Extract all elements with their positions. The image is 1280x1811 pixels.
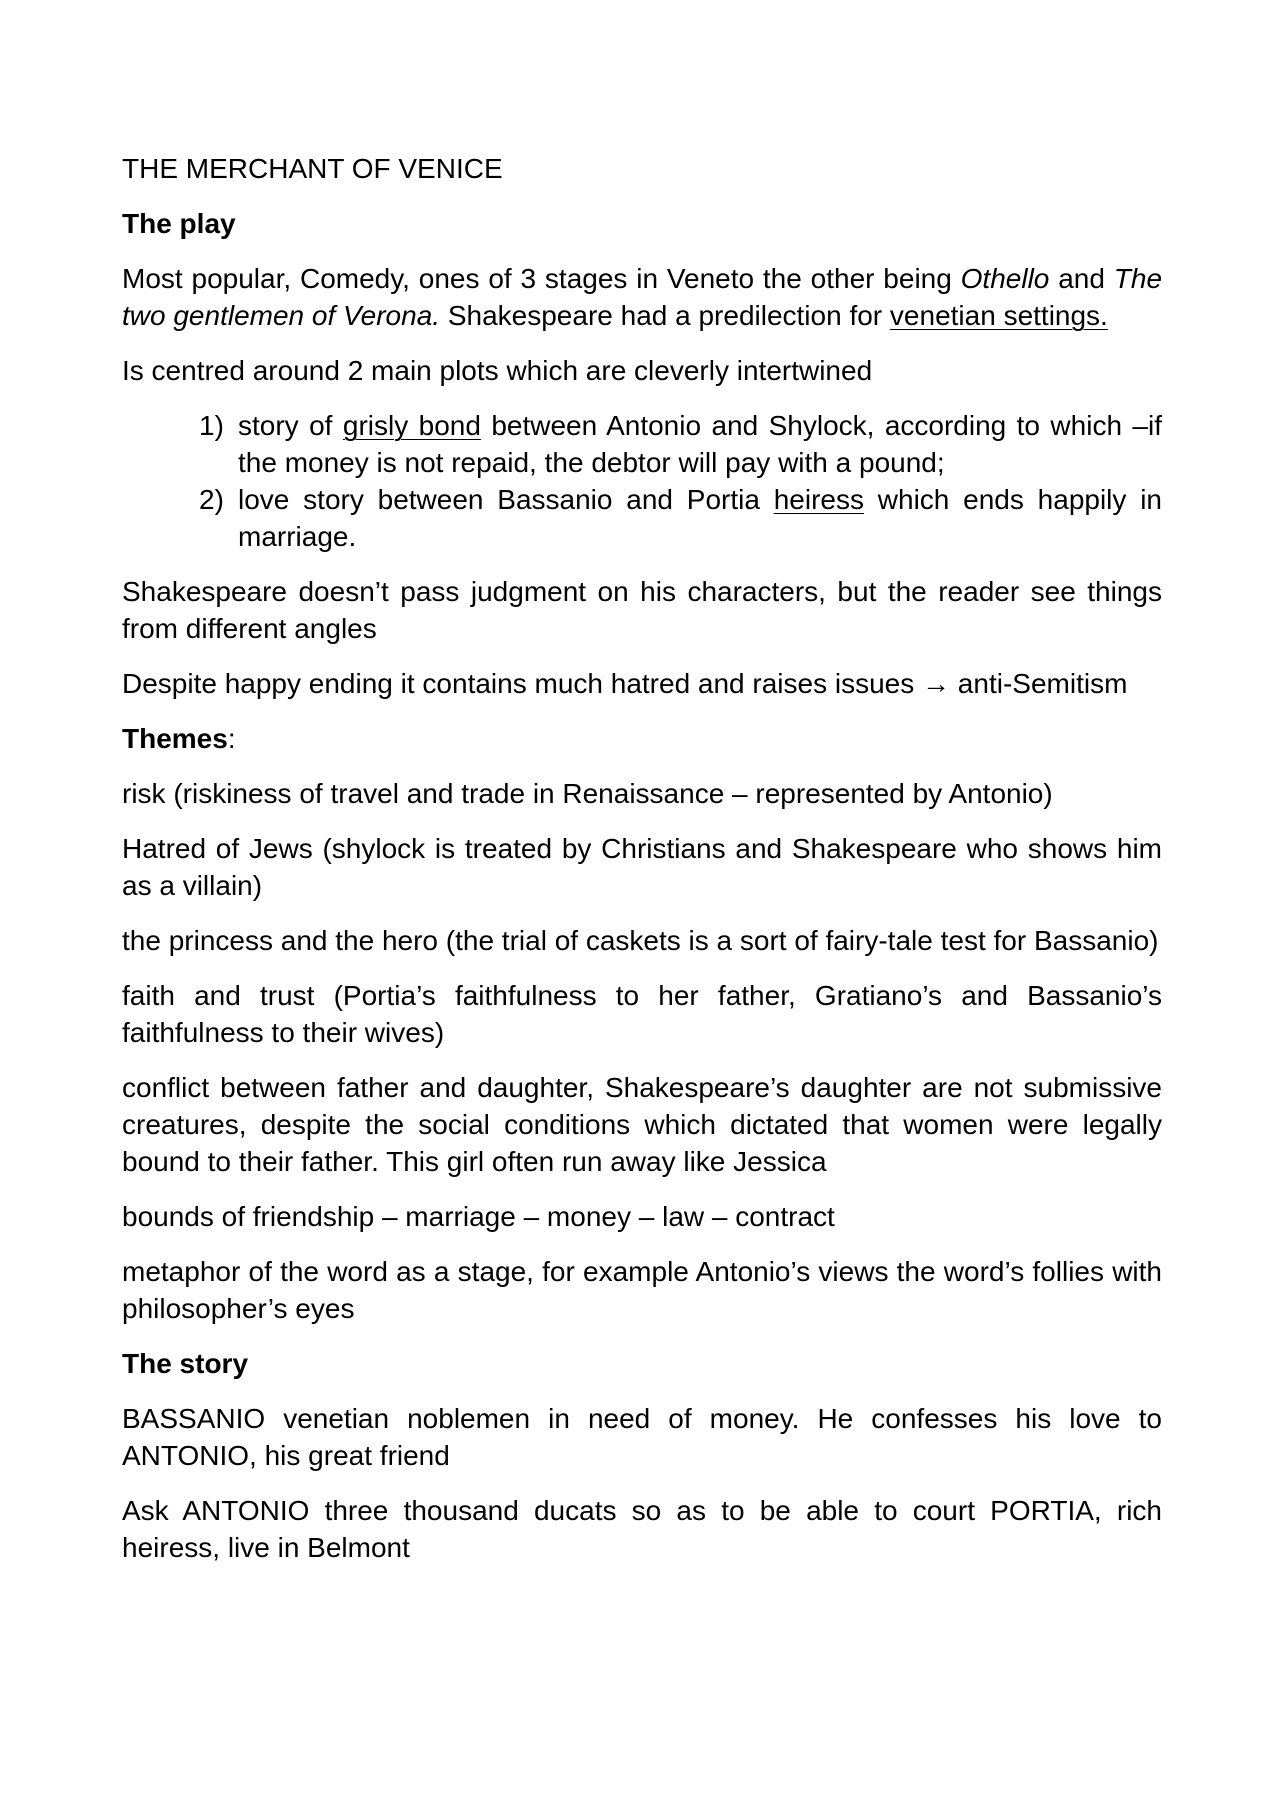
underlined-grisly-bond: grisly bond [342, 410, 481, 441]
plot-text-before: love story between Bassanio and Portia [238, 484, 774, 515]
theme-paragraph: the princess and the hero (the trial of caskets is a sort of fairy-tale test for Bassanio) [122, 925, 1159, 956]
theme-paragraph: risk (riskiness of travel and trade in Renaissance – represented by Antonio) [122, 778, 1053, 809]
theme-paragraph: Hatred of Jews (shylock is treated by Christians and Shakespeare who shows him as a villain) [122, 833, 1162, 901]
story-paragraph: Ask ANTONIO three thousand ducats so as to be able to court PORTIA, rich heiress, live in Belmont [122, 1495, 1162, 1563]
section-heading-play: The play [122, 208, 236, 239]
plot-text-after: which ends happily in marriage. [238, 484, 1162, 552]
judgment-paragraph: Shakespeare doesn’t pass judgment on his characters, but the reader see things from different angles [122, 576, 1162, 644]
title-othello: Othello [960, 263, 1050, 294]
plots-intro: Is centred around 2 main plots which are cleverly intertwined [122, 355, 873, 386]
intro-text-1: Most popular, Comedy, ones of 3 stages in Veneto the other being [122, 263, 961, 294]
list-number: 1) [199, 410, 224, 441]
hatred-paragraph [122, 665, 1162, 702]
plot-text-before: story of [238, 410, 343, 441]
theme-paragraph: metaphor of the word as a stage, for example Antonio’s views the word’s follies with philosopher’s eyes [122, 1256, 1162, 1324]
arrow-right-icon: → [922, 668, 951, 699]
document-body [122, 150, 1162, 1584]
plot-text-after: between Antonio and Shylock, according to which –if the money is not repaid, the debtor will pay with a pound; [238, 410, 1163, 478]
intro-text-3: Shakespeare had a predilection for [440, 300, 890, 331]
section-heading-themes: Themes [122, 723, 228, 754]
list-item [199, 407, 1162, 481]
story-paragraph: BASSANIO venetian noblemen in need of money. He confesses his love to ANTONIO, his great friend [122, 1403, 1162, 1471]
theme-paragraph: bounds of friendship – marriage – money – law – contract [122, 1201, 835, 1232]
list-number: 2) [199, 484, 224, 515]
document-title: THE MERCHANT OF VENICE [122, 153, 503, 184]
underlined-heiress: heiress [773, 484, 864, 515]
plots-list [122, 407, 1162, 555]
intro-text-2: and [1049, 263, 1114, 294]
theme-paragraph: faith and trust (Portia’s faithfulness to her father, Gratiano’s and Bassanio’s faithfulness to their wives) [122, 980, 1162, 1048]
theme-paragraph: conflict between father and daughter, Shakespeare’s daughter are not submissive creatures, despite the social conditions which dictated that women were legally bound to their father. This girl often run away like Jessica [122, 1072, 1162, 1177]
list-item [199, 481, 1162, 555]
hatred-tail: anti-Semitism [950, 668, 1128, 699]
section-heading-story: The story [122, 1348, 249, 1379]
themes-colon: : [227, 723, 236, 754]
play-intro-paragraph [122, 260, 1162, 334]
title-two-gentlemen: The two gentlemen of Verona. [122, 263, 1163, 331]
hatred-text: Despite happy ending it contains much hatred and raises issues [122, 668, 923, 699]
themes-heading-line [122, 720, 1162, 757]
underlined-venetian-settings: venetian settings. [889, 300, 1108, 331]
